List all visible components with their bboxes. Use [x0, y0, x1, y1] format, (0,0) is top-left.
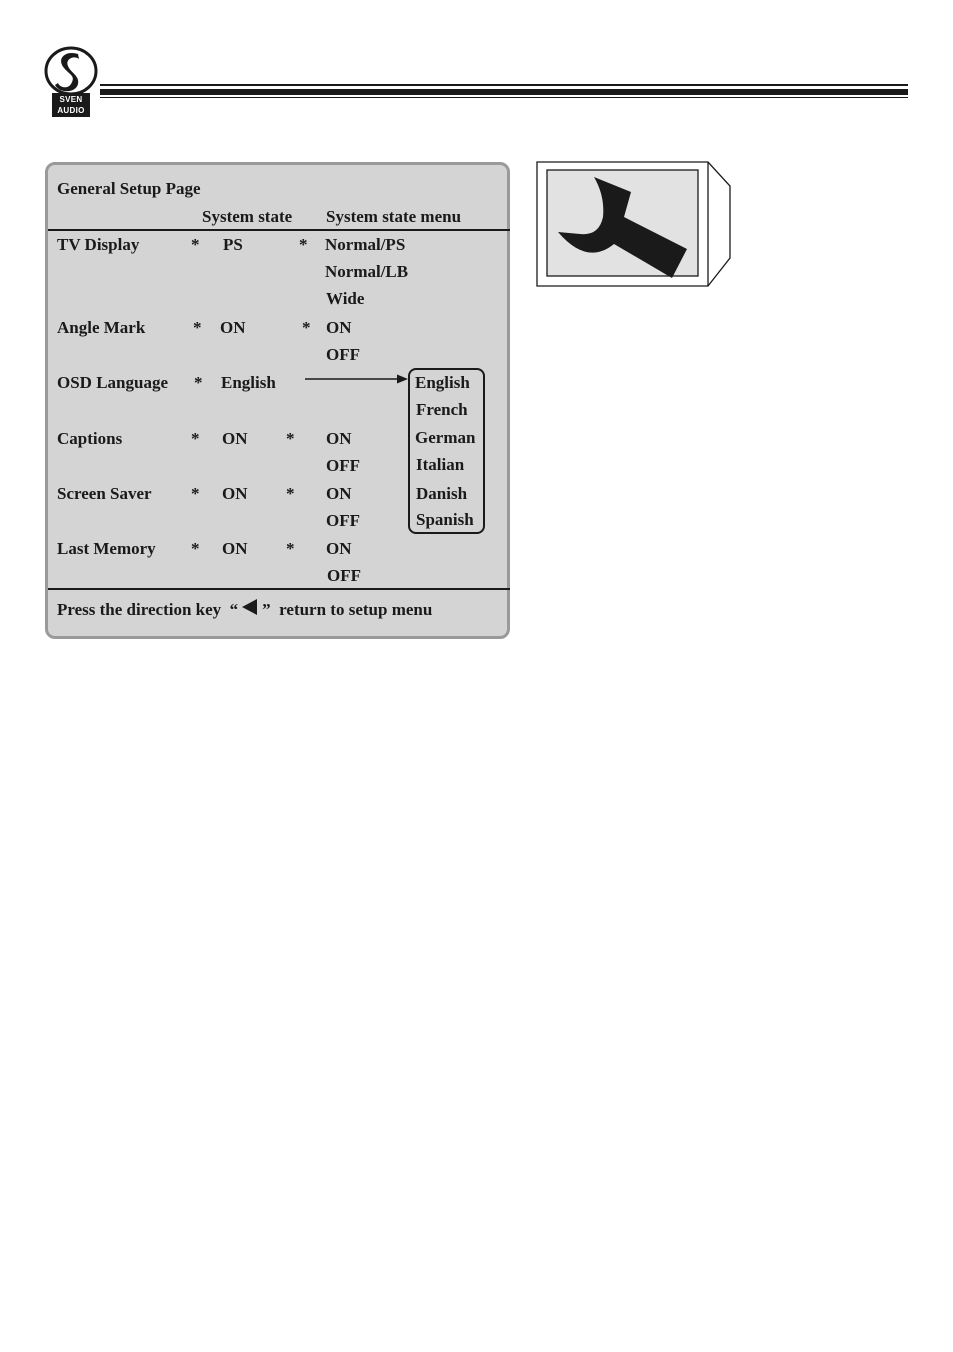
logo-text-audio: AUDIO: [57, 106, 85, 115]
menu-marker: *: [302, 318, 311, 337]
state-marker: *: [193, 318, 202, 337]
arrow-right-icon: [305, 373, 408, 385]
menu-option-on[interactable]: ON: [326, 484, 352, 503]
menu-option-wide[interactable]: Wide: [326, 289, 365, 308]
state-value-captions: ON: [222, 429, 248, 448]
menu-marker: *: [286, 484, 295, 503]
sven-audio-logo-icon: [44, 46, 98, 96]
menu-option-off[interactable]: OFF: [326, 456, 360, 475]
state-value-angle-mark: ON: [220, 318, 246, 337]
column-header-system-state: System state: [202, 207, 293, 226]
brand-logo: [44, 46, 100, 118]
menu-marker: *: [286, 539, 295, 558]
state-marker: *: [191, 235, 200, 254]
state-value-screen-saver: ON: [222, 484, 248, 503]
footer-hint-suffix: ” return to setup menu: [262, 600, 433, 619]
state-marker: *: [191, 539, 200, 558]
footer-hint-prefix: Press the direction key “: [57, 600, 239, 619]
menu-option-off[interactable]: OFF: [327, 566, 361, 585]
language-option-danish[interactable]: Danish: [416, 484, 468, 503]
setting-label-last-memory[interactable]: Last Memory: [57, 539, 156, 558]
state-value-osd-language: English: [221, 373, 276, 392]
logo-text-sven: SVEN: [59, 95, 83, 104]
setting-label-osd-language[interactable]: OSD Language: [57, 373, 168, 392]
menu-option-on[interactable]: ON: [326, 539, 352, 558]
panel-title: General Setup Page: [57, 179, 201, 198]
language-option-french[interactable]: French: [416, 400, 468, 419]
state-marker: *: [191, 484, 200, 503]
logo-wordmark: [52, 93, 90, 117]
menu-option-off[interactable]: OFF: [326, 345, 360, 364]
footer-divider: [48, 588, 510, 590]
column-header-system-state-menu: System state menu: [326, 207, 462, 226]
state-value-tv-display: PS: [223, 235, 243, 254]
state-marker: *: [194, 373, 203, 392]
footer-hint: [57, 598, 432, 620]
left-triangle-icon: [240, 598, 260, 616]
language-option-italian[interactable]: Italian: [416, 455, 465, 474]
wrench-setup-icon: [535, 158, 735, 290]
language-option-german[interactable]: German: [415, 428, 476, 447]
state-marker: *: [191, 429, 200, 448]
language-option-english[interactable]: English: [415, 373, 470, 392]
setting-label-screen-saver[interactable]: Screen Saver: [57, 484, 152, 503]
state-value-last-memory: ON: [222, 539, 248, 558]
language-option-spanish[interactable]: Spanish: [416, 510, 474, 529]
menu-marker: *: [286, 429, 295, 448]
menu-marker: *: [299, 235, 308, 254]
header-divider: [48, 229, 510, 231]
setting-label-captions[interactable]: Captions: [57, 429, 123, 448]
menu-option-normal-lb[interactable]: Normal/LB: [325, 262, 409, 281]
menu-option-off[interactable]: OFF: [326, 511, 360, 530]
header-rule: [100, 84, 908, 98]
menu-option-normal-ps[interactable]: Normal/PS: [325, 235, 406, 254]
general-setup-panel: [45, 162, 510, 639]
setting-label-tv-display[interactable]: TV Display: [57, 235, 140, 254]
menu-option-on[interactable]: ON: [326, 318, 352, 337]
setting-label-angle-mark[interactable]: Angle Mark: [57, 318, 146, 337]
menu-option-on[interactable]: ON: [326, 429, 352, 448]
